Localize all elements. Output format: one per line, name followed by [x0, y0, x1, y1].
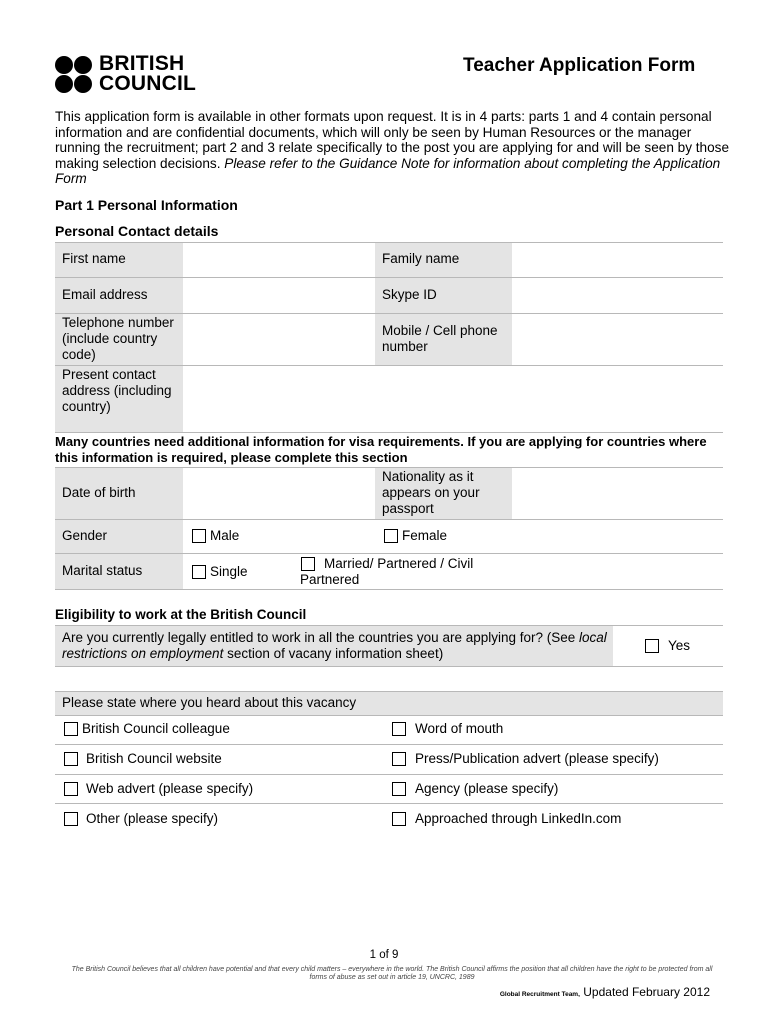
web-advert-checkbox[interactable]: [64, 782, 78, 796]
skype-label: Skype ID: [382, 287, 437, 302]
other-checkbox[interactable]: [64, 812, 78, 826]
contact-details-heading: Personal Contact details: [55, 223, 219, 239]
female-checkbox[interactable]: [384, 529, 398, 543]
part1-heading: Part 1 Personal Information: [55, 197, 238, 213]
eligibility-heading: Eligibility to work at the British Council: [55, 607, 307, 622]
mobile-field[interactable]: [512, 314, 723, 365]
single-checkbox[interactable]: [192, 565, 206, 579]
word-of-mouth-checkbox[interactable]: [392, 722, 406, 736]
family-name-field[interactable]: [512, 243, 723, 277]
male-label: Male: [210, 528, 240, 543]
nationality-field[interactable]: [512, 468, 723, 519]
skype-field[interactable]: [512, 278, 723, 313]
marital-status-label: Marital status: [62, 563, 143, 578]
form-title: Teacher Application Form: [463, 55, 696, 76]
british-council-colleague-label: British Council colleague: [82, 721, 230, 736]
eligibility-yes-label: Yes: [668, 638, 691, 653]
footer-updated: Global Recruitment Team, Updated February 2012: [499, 985, 710, 999]
child-protection-note: The British Council believes that all children have potential and that every child matters – everywhere in the world. The British Council affirms the position that all children have the right to be protected from all forms of abuse as set out in article 19, UNCRC, 1989: [71, 966, 713, 981]
married-label: Married/ Partnered / Civil Partnered: [300, 556, 474, 587]
agency-checkbox[interactable]: [392, 782, 406, 796]
agency-label: Agency (please specify): [415, 781, 559, 796]
male-checkbox[interactable]: [192, 529, 206, 543]
email-field[interactable]: [183, 278, 375, 313]
telephone-label: Telephone number (include country code): [62, 315, 174, 362]
eligibility-question: Are you currently legally entitled to work in all the countries you are applying for? (See local restrictions on employment section of vacany information sheet): [62, 630, 607, 661]
web-advert-label: Web advert (please specify): [86, 781, 254, 796]
vacancy-heading: Please state where you heard about this vacancy: [62, 695, 357, 710]
family-name-label: Family name: [382, 251, 460, 266]
british-council-logo-text: BRITISH COUNCIL: [99, 52, 197, 95]
intro-paragraph: This application form is available in other formats upon request. It is in 4 parts: parts 1 and 4 contain personal information and are confidential documents, which will only be seen by Human Resources or the manager running the recruitment; part 2 and 3 relate specifically to the post you are applying for and will be seen by those making selection decisions. Please refer to the Guidance Note for information about completing the Application Form: [55, 109, 730, 187]
eligibility-yes-checkbox[interactable]: [645, 639, 659, 653]
british-council-logo-mark: [55, 56, 95, 96]
dob-field[interactable]: [183, 468, 375, 519]
linkedin-checkbox[interactable]: [392, 812, 406, 826]
other-label: Other (please specify): [86, 811, 219, 826]
dob-label: Date of birth: [62, 485, 136, 500]
british-council-colleague-checkbox[interactable]: [64, 722, 78, 736]
gender-label: Gender: [62, 528, 108, 543]
email-label: Email address: [62, 287, 148, 302]
female-label: Female: [402, 528, 448, 543]
single-label: Single: [210, 564, 248, 579]
press-advert-label: Press/Publication advert (please specify): [415, 751, 659, 766]
mobile-label: Mobile / Cell phone number: [382, 323, 498, 354]
address-field[interactable]: [183, 366, 723, 432]
address-label: Present contact address (including country): [62, 367, 172, 414]
visa-note: Many countries need additional information for visa requirements. If you are applying for countries where this information is required, please complete this section: [55, 434, 707, 465]
british-council-website-label: British Council website: [86, 751, 222, 766]
press-advert-checkbox[interactable]: [392, 752, 406, 766]
word-of-mouth-label: Word of mouth: [415, 721, 504, 736]
first-name-field[interactable]: [183, 243, 375, 277]
nationality-label: Nationality as it appears on your passport: [382, 469, 480, 516]
linkedin-label: Approached through LinkedIn.com: [415, 811, 622, 826]
page-number: 1 of 9: [369, 949, 399, 961]
first-name-label: First name: [62, 251, 126, 266]
british-council-website-checkbox[interactable]: [64, 752, 78, 766]
telephone-field[interactable]: [183, 314, 375, 365]
